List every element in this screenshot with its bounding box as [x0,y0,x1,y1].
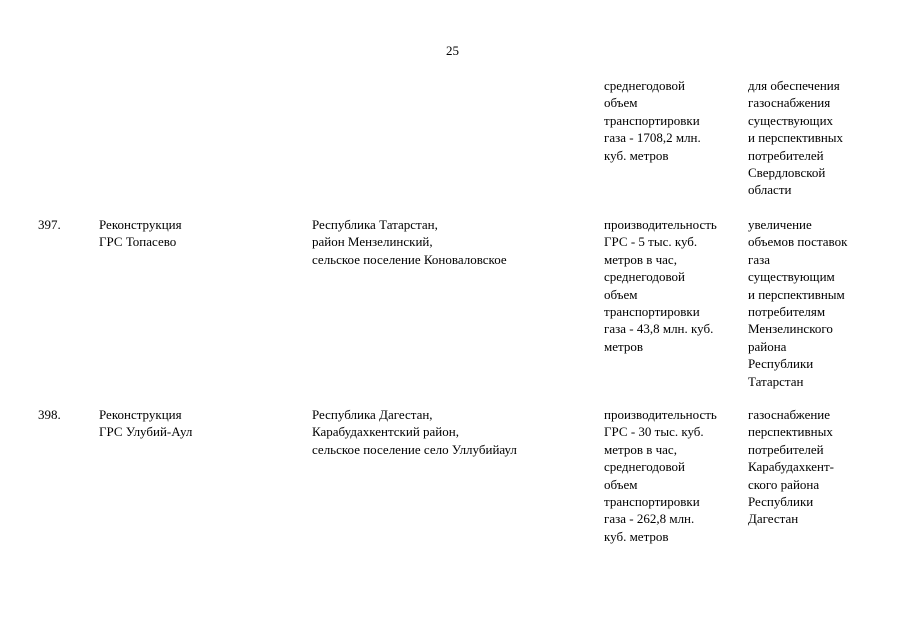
row-398-number: 398. [38,407,61,422]
row-398-purpose: газоснабжение перспективных потребителей Карабудахкент- ского района Республики Дагестан [748,407,834,527]
row-397-characteristics: производительность ГРС - 5 тыс. куб. метров в час, среднегодовой объем транспортировки газа - 43,8 млн. куб. метров [604,217,717,354]
continuation-characteristics: среднегодовой объем транспортировки газа - 1708,2 млн. куб. метров [604,78,701,163]
page-number: 25 [446,43,459,58]
continuation-purpose: для обеспечения газоснабжения существующих и перспективных потребителей Свердловской области [748,78,844,198]
row-397-purpose: увеличение объемов поставок газа существующим и перспективным потребителям Мензелинского района Республики Татарстан [748,217,848,389]
row-397-location: Республика Татарстан, район Мензелинский, сельское поселение Коноваловское [312,217,507,267]
row-397-name: Реконструкция ГРС Топасево [99,217,182,250]
row-398-name: Реконструкция ГРС Улубий-Аул [99,407,193,440]
row-398-characteristics: производительность ГРС - 30 тыс. куб. метров в час, среднегодовой объем транспортировки газа - 262,8 млн. куб. метров [604,407,717,544]
row-397-number: 397. [38,217,61,232]
row-398-location: Республика Дагестан, Карабудахкентский район, сельское поселение село Уллубийаул [312,407,517,457]
